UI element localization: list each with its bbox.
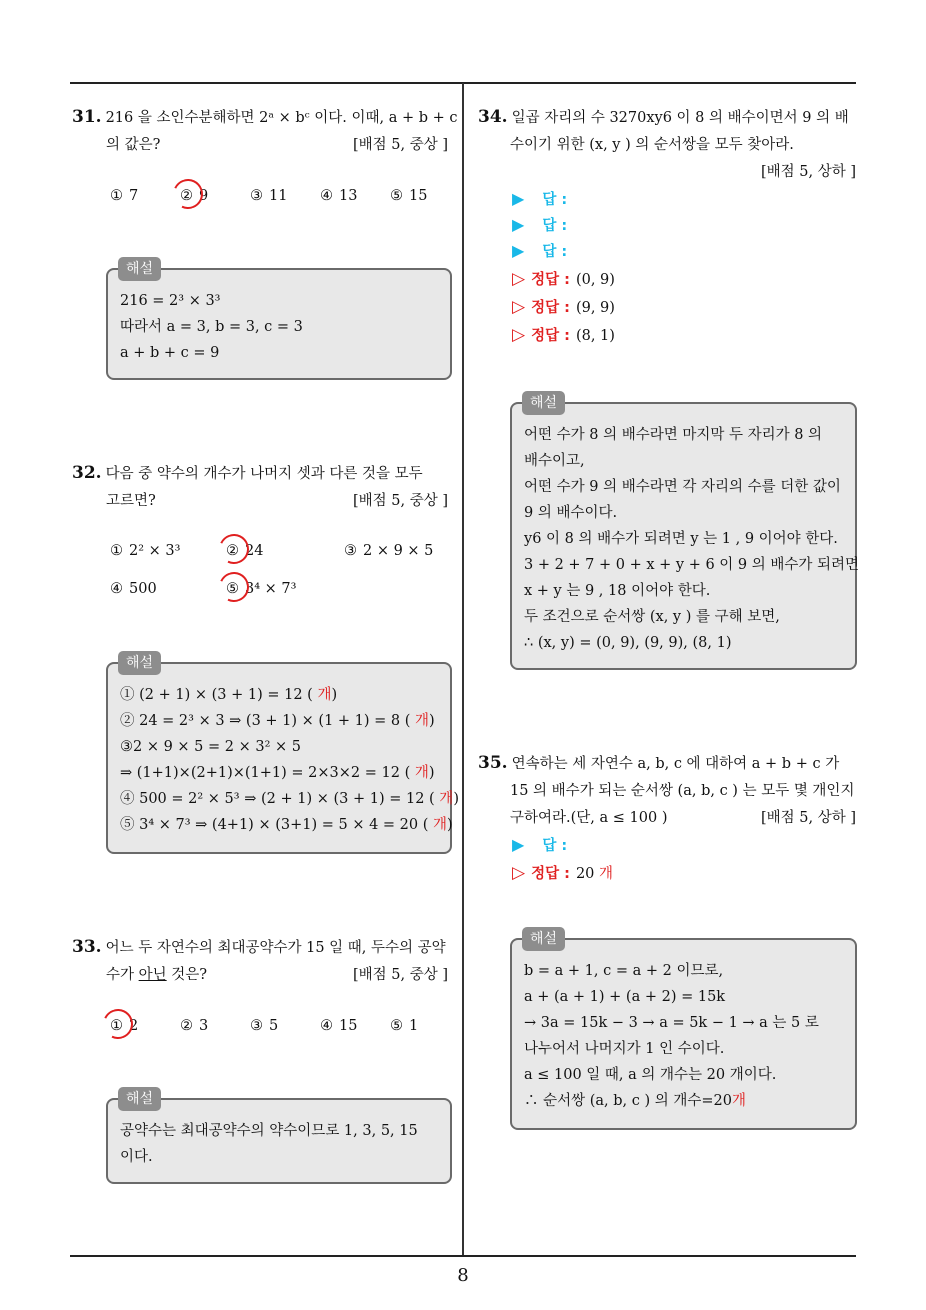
correct-answer-row: ▷ 정답 : 20 개 (512, 863, 614, 883)
selected-mark: ⑤ (226, 578, 239, 600)
question-number: 33. (72, 937, 102, 957)
explanation-line: 216 = 2³ × 3³ (120, 293, 221, 309)
explanation-32 (106, 655, 459, 854)
selected-mark: ② (226, 540, 239, 562)
explanation-line: 배수이고, (524, 453, 585, 469)
explanation-line: ④ 500 = 2² × 5³ ⇒ (2 + 1) × (3 + 1) = 12 ( 개) (120, 791, 459, 807)
explanation-line: ∴ 순서쌍 (a, b, c ) 의 개수=20개 (524, 1093, 747, 1109)
explanation-line: ⑤ 3⁴ × 7³ ⇒ (4+1) × (3+1) = 5 × 4 = 20 ( 개) (120, 817, 453, 833)
explanation-line: 나누어서 나머지가 1 인 수이다. (524, 1041, 725, 1057)
choice-3[interactable]: ③ 5 (250, 1018, 279, 1034)
answer-row[interactable]: ▶ 답 : (512, 835, 568, 854)
bottom-rule (70, 1255, 856, 1257)
explanation-35 (510, 931, 857, 1130)
question-text: 수가 (106, 967, 139, 983)
choice-1[interactable]: ① 2 (110, 1015, 138, 1037)
choice-2[interactable]: ② 24 (226, 540, 263, 562)
explanation-line: ⇒ (1+1)×(2+1)×(1+1) = 2×3×2 = 12 ( 개) (120, 765, 435, 781)
choice-3[interactable]: ③ 2 × 9 × 5 (344, 543, 434, 559)
explanation-line: 9 의 배수이다. (524, 505, 618, 521)
choices-32 (110, 540, 450, 604)
score-meta: [배점 5, 중상 ] (352, 137, 448, 153)
question-33 (72, 934, 456, 989)
explanation-tag: 해설 (118, 651, 161, 675)
correct-answer-row: ▷ 정답 : (8, 1) (512, 325, 615, 345)
choice-1[interactable]: ① 7 (110, 188, 139, 204)
choice-4[interactable]: ④ 15 (320, 1018, 358, 1034)
choice-3[interactable]: ③ 11 (250, 188, 288, 204)
explanation-line: → 3a = 15k − 3 → a = 5k − 1 → a 는 5 로 (524, 1015, 819, 1031)
choices-31 (110, 185, 450, 209)
explanation-34 (510, 395, 860, 670)
explanation-tag: 해설 (118, 1087, 161, 1111)
question-text: 것은? (166, 967, 208, 983)
question-text: 일곱 자리의 수 3270xy6 이 8 의 배수이면서 9 의 배 (511, 110, 849, 126)
explanation-line: 따라서 a = 3, b = 3, c = 3 (120, 319, 303, 335)
answer-row[interactable]: ▶ 답 : (512, 189, 568, 208)
question-35 (478, 750, 858, 832)
question-text: 다음 중 약수의 개수가 나머지 셋과 다른 것을 모두 (105, 466, 423, 482)
choice-5[interactable]: ⑤ 1 (390, 1018, 419, 1034)
question-text: 어느 두 자연수의 최대공약수가 15 일 때, 두수의 공약 (105, 940, 446, 956)
explanation-line: y6 이 8 의 배수가 되려면 y 는 1 , 9 이어야 한다. (524, 531, 838, 547)
explanation-tag: 해설 (522, 927, 565, 951)
correct-answer-row: ▷ 정답 : (9, 9) (512, 297, 615, 317)
choice-5[interactable]: ⑤ 15 (390, 188, 428, 204)
score-meta: [배점 5, 상하 ] (760, 164, 856, 180)
question-number: 31. (72, 107, 102, 127)
explanation-line: a + b + c = 9 (120, 345, 220, 361)
outline-arrow-icon: ▷ (512, 325, 526, 345)
explanation-line: 두 조건으로 순서쌍 (x, y ) 를 구해 보면, (524, 609, 780, 625)
page-number: 8 (457, 1265, 469, 1286)
question-number: 35. (478, 753, 508, 773)
explanation-line: 어떤 수가 8 의 배수라면 마지막 두 자리가 8 의 (524, 427, 823, 443)
question-text: 구하여라.(단, a ≤ 100 ) (510, 810, 668, 826)
choice-1[interactable]: ① 2² × 3³ (110, 543, 181, 559)
explanation-line: ① (2 + 1) × (3 + 1) = 12 ( 개) (120, 687, 338, 703)
explanation-line: 어떤 수가 9 의 배수라면 각 자리의 수를 더한 값이 (524, 479, 841, 495)
outline-arrow-icon: ▷ (512, 863, 526, 883)
question-text: 연속하는 세 자연수 a, b, c 에 대하여 a + b + c 가 (511, 756, 840, 772)
score-meta: [배점 5, 상하 ] (760, 810, 856, 826)
choices-33 (110, 1015, 450, 1039)
explanation-33 (106, 1091, 452, 1184)
play-arrow-icon: ▶ (512, 241, 525, 260)
play-arrow-icon: ▶ (512, 835, 525, 854)
question-text: 의 값은? (106, 137, 161, 153)
explanation-line: ② 24 = 2³ × 3 ⇒ (3 + 1) × (1 + 1) = 8 ( 개) (120, 713, 435, 729)
explanation-line: a + (a + 1) + (a + 2) = 15k (524, 989, 726, 1005)
explanation-line: x + y 는 9 , 18 이어야 한다. (524, 583, 711, 599)
explanation-line: b = a + 1, c = a + 2 이므로, (524, 963, 724, 979)
play-arrow-icon: ▶ (512, 189, 525, 208)
underlined-word: 아닌 (138, 967, 167, 983)
question-34 (478, 104, 858, 186)
choice-4[interactable]: ④ 13 (320, 188, 358, 204)
choice-2[interactable]: ② 9 (180, 185, 208, 207)
answer-row[interactable]: ▶ 답 : (512, 241, 568, 260)
outline-arrow-icon: ▷ (512, 297, 526, 317)
choice-4[interactable]: ④ 500 (110, 581, 157, 597)
explanation-line: a ≤ 100 일 때, a 의 개수는 20 개이다. (524, 1067, 777, 1083)
explanation-tag: 해설 (118, 257, 161, 281)
question-text: 수이기 위한 (x, y ) 의 순서쌍을 모두 찾아라. (510, 137, 794, 153)
explanation-line: 이다. (120, 1149, 153, 1165)
explanation-line: ③2 × 9 × 5 = 2 × 3² × 5 (120, 739, 302, 755)
explanation-line: 공약수는 최대공약수의 약수이므로 1, 3, 5, 15 (120, 1123, 418, 1139)
explanation-31 (106, 261, 452, 380)
question-text: 15 의 배수가 되는 순서쌍 (a, b, c ) 는 모두 몇 개인지 (510, 783, 855, 799)
question-text: 고르면? (106, 493, 156, 509)
question-32 (72, 460, 456, 515)
answer-row[interactable]: ▶ 답 : (512, 215, 568, 234)
play-arrow-icon: ▶ (512, 215, 525, 234)
explanation-line: 3 + 2 + 7 + 0 + x + y + 6 이 9 의 배수가 되려면 (524, 557, 860, 573)
selected-mark: ① (110, 1015, 123, 1037)
column-divider (462, 83, 464, 1255)
outline-arrow-icon: ▷ (512, 269, 526, 289)
question-number: 34. (478, 107, 508, 127)
correct-answer-row: ▷ 정답 : (0, 9) (512, 269, 615, 289)
score-meta: [배점 5, 중상 ] (352, 967, 448, 983)
explanation-tag: 해설 (522, 391, 565, 415)
score-meta: [배점 5, 중상 ] (352, 493, 448, 509)
question-number: 32. (72, 463, 102, 483)
question-text: 216 을 소인수분해하면 2ᵃ × bᶜ 이다. 이때, a + b + c (105, 110, 458, 126)
explanation-line: ∴ (x, y) = (0, 9), (9, 9), (8, 1) (524, 635, 732, 651)
choice-2[interactable]: ② 3 (180, 1018, 209, 1034)
choice-5[interactable]: ⑤ 3⁴ × 7³ (226, 578, 296, 600)
selected-mark: ② (180, 185, 193, 207)
question-31 (72, 104, 456, 159)
